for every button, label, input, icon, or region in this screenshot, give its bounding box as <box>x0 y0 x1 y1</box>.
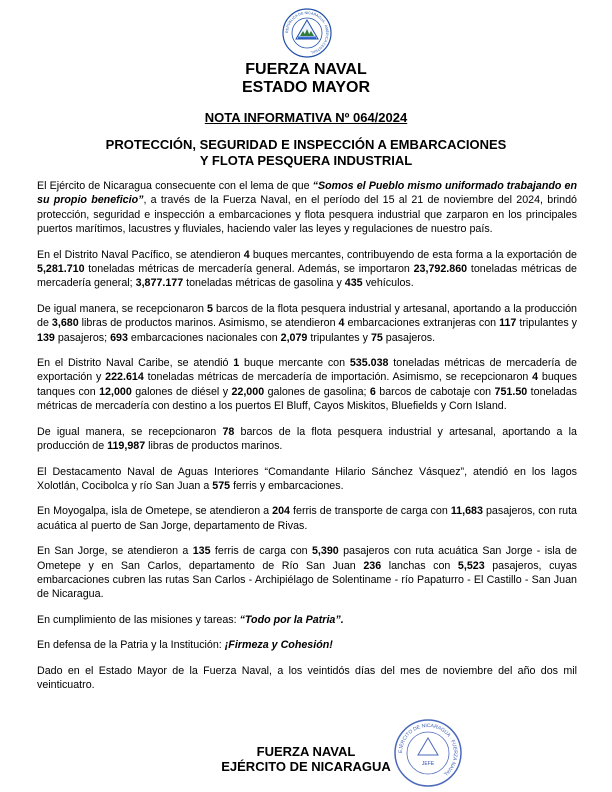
text-run: 12,000 <box>99 385 132 398</box>
text-run: libras de productos marinos. <box>145 440 283 453</box>
text-run: 5 <box>207 302 213 315</box>
text-run: “Somos el Pueblo mismo uniformado trabajando en su propio beneficio” <box>37 180 577 207</box>
text-run: toneladas métricas de gasolina y <box>183 277 345 290</box>
text-run: 2,079 <box>280 331 308 344</box>
text-run: 693 <box>110 331 128 344</box>
text-run: 435 <box>344 277 363 290</box>
document-body <box>37 179 577 703</box>
text-run: En cumplimiento de las misiones y tareas: <box>37 613 240 626</box>
text-run: El Destacamento Naval de Aguas Interiores “Comandante Hilario Sánchez Vásquez”, atendió en los lagos Xolotlán, Cocibolca y río San Juan a <box>37 465 577 492</box>
body-paragraph <box>37 425 577 454</box>
text-run: barcos de la flota pesquera industrial y artesanal, aportando a la producción de <box>37 425 577 453</box>
text-run: 4 <box>243 248 250 261</box>
text-run: 119,987 <box>107 440 146 453</box>
body-paragraph <box>37 179 577 237</box>
national-emblem-icon <box>282 8 332 58</box>
text-run: barcos de cabotaje con <box>375 385 495 398</box>
text-run: buque mercante con <box>239 357 350 370</box>
text-run: toneladas métricas de mercadería de importación. Asimismo, se recepcionaron <box>143 371 533 384</box>
text-run: 78 <box>222 425 235 438</box>
unit-title: ESTADO MAYOR <box>241 79 370 96</box>
text-run: 204 <box>272 505 290 518</box>
signature-line-1: FUERZA NAVAL <box>256 744 356 759</box>
text-run: De igual manera, se recepcionaron <box>37 302 207 315</box>
signature-line-2: EJÉRCITO DE NICARAGUA <box>221 759 391 774</box>
text-run: En San Jorge, se atendieron a <box>37 545 193 558</box>
text-run: embarcaciones extranjeras con <box>344 317 500 330</box>
body-paragraph <box>37 544 577 602</box>
body-paragraph <box>37 638 577 652</box>
text-run: lanchas con <box>381 559 458 572</box>
text-run: tripulantes y <box>516 317 578 330</box>
text-run: En defensa de la Patria y la Institución: <box>37 639 225 652</box>
text-run: “Todo por la Patria”. <box>239 613 344 626</box>
subject-line-1: PROTECCIÓN, SEGURIDAD E INSPECCIÓN A EMBARCACIONES <box>105 137 507 152</box>
text-run: 4 <box>532 371 539 384</box>
text-run: pasajeros, con ruta acuática al puerto de San Jorge, departamento de Rivas. <box>37 505 577 532</box>
text-run: Dado en el Estado Mayor de la Fuerza Naval, a los veintidós días del mes de noviembre del año dos mil veinticuatro. <box>37 664 577 691</box>
subject-line-2: Y FLOTA PESQUERA INDUSTRIAL <box>199 153 413 168</box>
text-run: En Moyogalpa, isla de Ometepe, se atendieron a <box>37 505 273 518</box>
text-run: 5,390 <box>311 545 339 558</box>
text-run: vehículos. <box>362 277 414 290</box>
text-run: 751.50 <box>494 385 528 398</box>
text-run: 6 <box>369 385 376 398</box>
text-run: ¡Firmeza y Cohesión! <box>224 639 333 652</box>
body-paragraph <box>37 356 577 414</box>
text-run: De igual manera, se recepcionaron <box>37 425 223 438</box>
text-run: 3,877.177 <box>135 277 184 290</box>
text-run: pasajeros, cuyas embarcaciones cubren las rutas San Carlos - Archipiélago de Solentiname - río Papaturro - El Castillo - San Juan de Nicaragua. <box>37 559 578 601</box>
body-paragraph <box>37 504 577 533</box>
emblem-ring-text: REPÚBLICA DE NICARAGUA · AMÉRICA CENTRAL <box>284 10 330 55</box>
text-run: buques mercantes, contribuyendo de esta forma a la exportación de <box>249 248 577 261</box>
text-run: 535.038 <box>349 357 389 370</box>
text-run: 139 <box>37 331 55 344</box>
text-run: 5,523 <box>457 559 485 572</box>
body-paragraph <box>37 613 577 627</box>
text-run: galones de diésel y <box>131 385 232 398</box>
text-run: ferris de transporte de carga con <box>290 505 451 518</box>
text-run: 75 <box>370 331 383 344</box>
text-run: toneladas métricas de mercadería general. Además, se importaron <box>84 263 414 276</box>
text-run: 4 <box>338 317 345 330</box>
text-run: El Ejército de Nicaragua consecuente con el lema de que <box>37 180 313 192</box>
text-run: 117 <box>499 317 517 330</box>
text-run: toneladas métricas de mercadería de exportación y <box>37 357 577 384</box>
text-run: galones de gasolina; <box>264 385 370 398</box>
text-run: 23,792.860 <box>413 263 468 276</box>
seal-title: JEFE <box>421 761 435 767</box>
text-run: 22,000 <box>231 385 265 398</box>
text-run: barcos de la flota pesquera industrial y artesanal, aportando a la producción de <box>37 302 577 330</box>
text-run: embarcaciones nacionales con <box>127 331 281 344</box>
text-run: En el Distrito Naval Caribe, se atendió <box>37 357 234 370</box>
text-run: 575 <box>212 479 231 492</box>
text-run: pasajeros con ruta acuática San Jorge - isla de Ometepe y en San Carlos, departamento de Río San Juan <box>37 545 577 572</box>
text-run: tripulantes y <box>307 331 371 344</box>
text-run: toneladas métricas de mercadería general; <box>37 263 577 290</box>
text-run: 3,680 <box>51 317 79 330</box>
body-paragraph <box>37 465 577 494</box>
text-run: pasajeros; <box>54 331 111 344</box>
text-run: 11,683 <box>450 505 483 518</box>
text-run: pasajeros. <box>382 331 436 344</box>
text-run: libras de productos marinos. Asimismo, se atendieron <box>78 317 339 330</box>
text-run: 5,281.710 <box>37 263 85 276</box>
body-paragraph <box>37 302 577 345</box>
body-paragraph <box>37 664 577 693</box>
seal-ring-text: EJÉRCITO DE NICARAGUA · FUERZA NAVAL <box>397 722 459 778</box>
official-seal-icon <box>393 718 463 788</box>
text-run: buques tanques con <box>37 371 577 398</box>
subject-heading <box>0 137 612 169</box>
text-run: En el Distrito Naval Pacífico, se atendieron <box>37 248 244 261</box>
text-run: 135 <box>192 545 211 558</box>
text-run: ferris de carga con <box>210 545 312 558</box>
org-title: FUERZA NAVAL <box>245 61 367 78</box>
text-run: 222.614 <box>105 371 144 384</box>
text-run: toneladas métricas de mercadería con destino a los puertos El Bluff, Cayos Miskitos, Bluefields y Corn Island. <box>37 385 578 413</box>
text-run: ferris y embarcaciones. <box>230 479 344 492</box>
text-run: 1 <box>233 357 240 370</box>
body-paragraph <box>37 248 577 291</box>
note-number: NOTA INFORMATIVA Nº 064/2024 <box>204 110 408 125</box>
text-run: , a través de la Fuerza Naval, en el período del 15 al 21 de noviembre del 2024, brindó protección, seguridad e inspección a embarcaciones y flota pesquera industrial que zarparon en los principales puertos marítimos, lacustres y fluviales, haciendo valer las leyes y regulaciones de nuestro país. <box>37 194 577 236</box>
text-run: 236 <box>363 559 382 572</box>
